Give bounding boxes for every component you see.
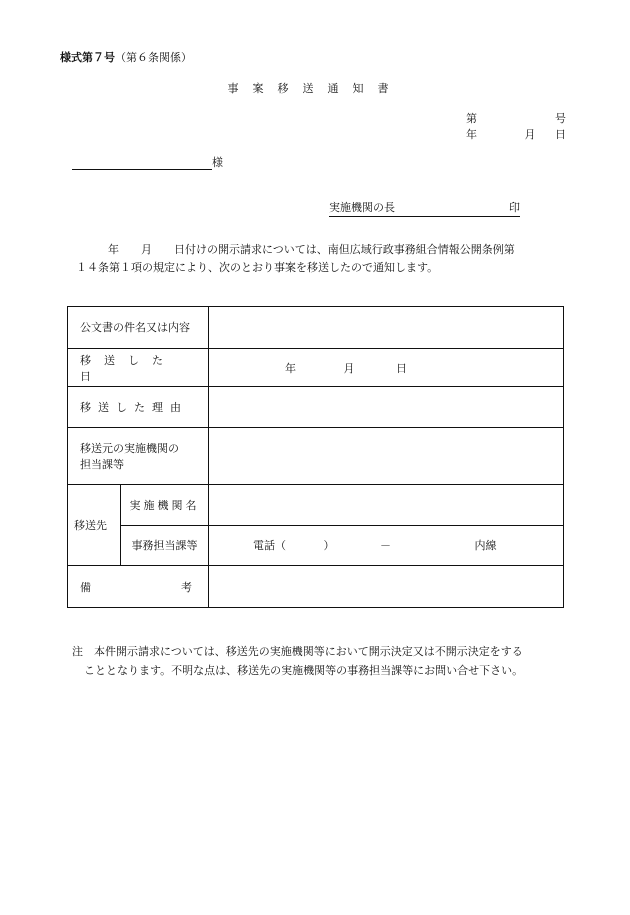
issue-day-label: 日	[555, 128, 566, 141]
sender-line	[329, 199, 520, 217]
footnote	[72, 642, 572, 680]
document-number-block	[466, 110, 566, 142]
issue-year-label: 年	[466, 128, 477, 141]
form-identifier	[60, 49, 192, 65]
table-row	[68, 484, 564, 525]
table-row	[68, 428, 564, 485]
note-line-2: こととなります。不明な点は、移送先の実施機関等の事務担当課等にお問い合せ下さい。	[84, 664, 524, 677]
transfer-details-table	[67, 306, 564, 608]
transfer-reason-field[interactable]	[209, 387, 564, 428]
date-month-label: 月	[343, 361, 355, 375]
addressee-blank[interactable]	[72, 156, 212, 170]
page-title: 事案移送通知書	[227, 82, 403, 95]
origin-section-line-1: 移送元の実施機関の	[80, 441, 179, 455]
date-year-label: 年	[285, 361, 296, 375]
phone-label: 電話（	[253, 539, 286, 553]
document-name-field[interactable]	[209, 307, 564, 349]
remarks-field[interactable]	[209, 566, 564, 608]
origin-section-field[interactable]	[209, 428, 564, 485]
number-prefix: 第	[466, 112, 477, 125]
office-section-label: 事務担当課等	[121, 525, 209, 566]
body-line-1: 年 月 日付けの開示請求については、南但広域行政事務組合情報公開条例第	[108, 243, 515, 256]
form-number: 様式第７号	[60, 51, 115, 64]
remarks-left-char: 備	[80, 580, 91, 594]
addressee-line	[72, 154, 223, 170]
phone-close: ）	[323, 539, 335, 553]
transfer-date-label: 移送した日	[68, 348, 209, 387]
date-day-label: 日	[396, 361, 407, 375]
agency-name-label: 実施機関名	[121, 484, 209, 525]
extension-label: 内線	[474, 539, 497, 553]
origin-section-label	[68, 428, 209, 485]
note-line-1: 注 本件開示請求については、移送先の実施機関等において開示決定又は不開示決定をする	[72, 645, 523, 658]
office-section-field[interactable]	[209, 525, 564, 566]
remarks-label	[68, 566, 209, 608]
table-row	[68, 307, 564, 349]
transfer-date-field[interactable]	[209, 348, 564, 387]
sender-label: 実施機関の長	[329, 201, 395, 214]
body-line-2: １４条第１項の規定により、次のとおり事案を移送したので通知します。	[76, 261, 439, 274]
document-name-label: 公文書の件名又は内容	[68, 307, 209, 349]
destination-label: 移送先	[68, 484, 121, 565]
table-row	[68, 387, 564, 428]
remarks-right-char: 考	[181, 580, 192, 594]
form-article: （第６条関係）	[115, 51, 192, 64]
number-suffix: 号	[555, 112, 566, 125]
table-row	[68, 348, 564, 387]
seal-mark: 印	[509, 201, 520, 214]
transfer-reason-label: 移送した理由	[68, 387, 209, 428]
table-row	[68, 525, 564, 566]
phone-dash: －	[380, 539, 391, 553]
origin-section-line-2: 担当課等	[80, 457, 124, 471]
agency-name-field[interactable]	[209, 484, 564, 525]
notice-body	[76, 241, 566, 277]
addressee-honorific: 様	[212, 156, 223, 169]
table-row	[68, 566, 564, 608]
issue-month-label: 月	[524, 128, 536, 141]
